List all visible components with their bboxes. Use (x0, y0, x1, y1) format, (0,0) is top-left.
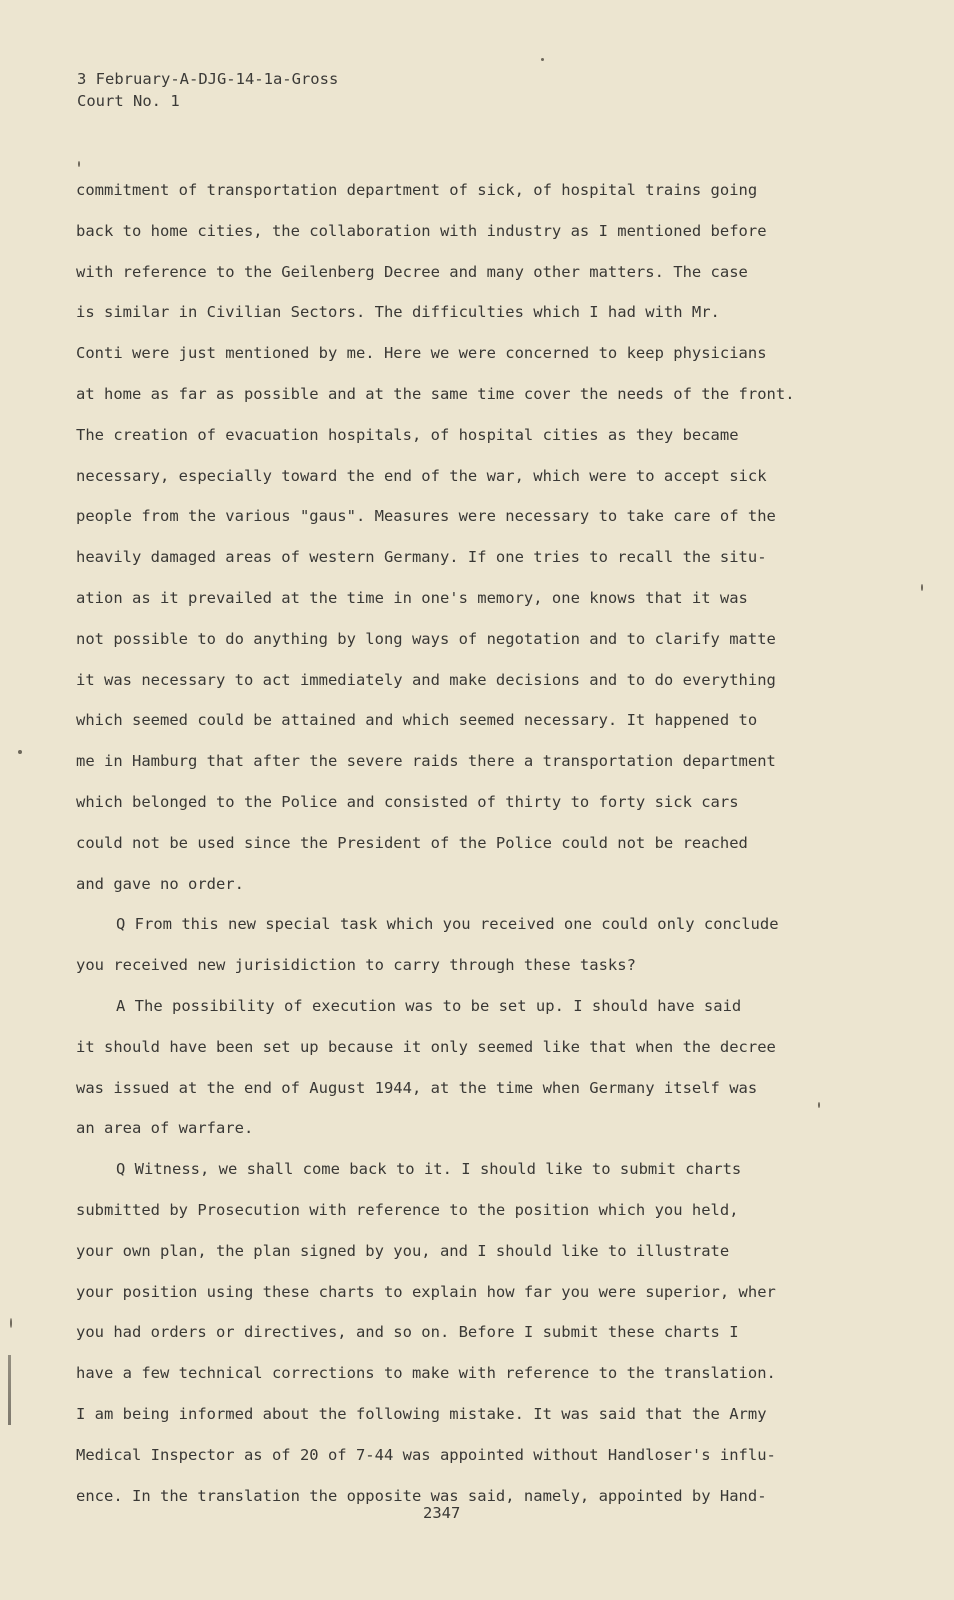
body-line: ation as it prevailed at the time in one's memory, one knows that it was (76, 588, 748, 607)
body-line: at home as far as possible and at the same time cover the needs of the front. (76, 384, 795, 403)
body-line: commitment of transportation department of sick, of hospital trains going (76, 181, 758, 199)
body-line: an area of warfare. (76, 1119, 254, 1138)
body-line: you received new jurisidiction to carry through these tasks? (76, 956, 636, 975)
body-line: which belonged to the Police and consisted of thirty to forty sick cars (76, 792, 739, 811)
document-header (77, 68, 338, 112)
body-line: and gave no order. (76, 874, 244, 893)
body-line: was issued at the end of August 1944, at the time when Germany itself was (76, 1078, 758, 1097)
body-line: not possible to do anything by long ways of negotation and to clarify matte (76, 629, 776, 648)
body-line: submitted by Prosecution with reference to the position which you held, (76, 1200, 739, 1219)
body-line: back to home cities, the collaboration with industry as I mentioned before (76, 221, 767, 240)
body-line: The creation of evacuation hospitals, of hospital cities as they became (76, 425, 739, 444)
page-number: 2347 (423, 1504, 461, 1522)
body-line: heavily damaged areas of western Germany. If one tries to recall the situ- (76, 548, 767, 567)
body-line: could not be used since the President of the Police could not be reached (76, 833, 748, 852)
answer-line: A The possibility of execution was to be set up. I should have said (116, 996, 742, 1015)
paper-speck (78, 161, 80, 167)
body-line: which seemed could be attained and which seemed necessary. It happened to (76, 711, 758, 730)
header-court: Court No. 1 (77, 92, 180, 110)
question-line: Q From this new special task which you received one could only conclude (116, 915, 779, 934)
paper-speck (818, 1102, 820, 1108)
body-line: Medical Inspector as of 20 of 7-44 was appointed without Handloser's influ- (76, 1445, 776, 1464)
body-line: you had orders or directives, and so on. Before I submit these charts I (76, 1323, 739, 1342)
body-line: me in Hamburg that after the severe raids there a transportation department (76, 752, 776, 771)
question-line: Q Witness, we shall come back to it. I should like to submit charts (116, 1160, 742, 1179)
body-line: necessary, especially toward the end of the war, which were to accept sick (76, 466, 767, 485)
paper-speck (10, 1318, 12, 1328)
body-line: your own plan, the plan signed by you, and I should like to illustrate (76, 1241, 730, 1260)
body-line: it was necessary to act immediately and make decisions and to do everything (76, 670, 776, 689)
body-line: your position using these charts to explain how far you were superior, wher (76, 1282, 776, 1301)
paper-speck (921, 584, 923, 591)
body-line: have a few technical corrections to make with reference to the translation. (76, 1364, 776, 1383)
body-line: is similar in Civilian Sectors. The difficulties which I had with Mr. (76, 303, 720, 322)
transcript-body (76, 170, 876, 1516)
body-line: people from the various "gaus". Measures were necessary to take care of the (76, 507, 776, 526)
scan-edge-mark (8, 1355, 11, 1425)
body-line: it should have been set up because it only seemed like that when the decree (76, 1037, 776, 1056)
paper-speck (18, 750, 22, 754)
body-line: Conti were just mentioned by me. Here we were concerned to keep physicians (76, 344, 767, 363)
paper-speck (541, 58, 544, 61)
body-line: I am being informed about the following mistake. It was said that the Army (76, 1404, 767, 1423)
body-line: ence. In the translation the opposite was said, namely, appointed by Hand- (76, 1486, 767, 1505)
body-line: with reference to the Geilenberg Decree and many other matters. The case (76, 262, 748, 281)
header-reference: 3 February-A-DJG-14-1a-Gross (77, 70, 339, 88)
